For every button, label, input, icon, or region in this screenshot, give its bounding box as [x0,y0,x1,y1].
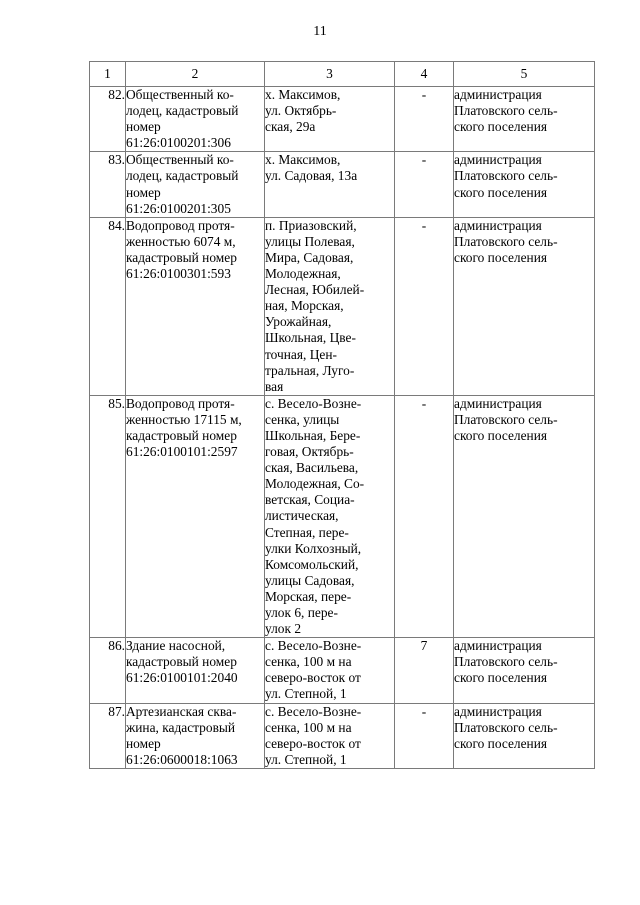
object-area: 7 [395,638,454,703]
column-header-2: 2 [126,62,265,87]
row-number: 82. [90,87,126,152]
table-row [90,395,595,637]
object-name: Общественный ко- лодец, кадастровый номер 61:26:0100201:306 [126,87,265,152]
object-owner: администрация Платовского сель- ского поселения [454,395,595,637]
object-area: - [395,152,454,217]
object-owner: администрация Платовского сель- ского поселения [454,703,595,768]
object-address: п. Приазовский, улицы Полевая, Мира, Садовая, Молодежная, Лесная, Юбилей- ная, Морская, Урожайная, Школьная, Цве- точная, Цен- тральная, Луго- вая [265,217,395,395]
object-owner: администрация Платовского сель- ского поселения [454,152,595,217]
object-name: Водопровод протя- женностью 6074 м, кадастровый номер 61:26:0100301:593 [126,217,265,395]
object-area: - [395,703,454,768]
page-number: 11 [313,24,327,39]
object-owner: администрация Платовского сель- ского поселения [454,217,595,395]
object-address: х. Максимов, ул. Октябрь- ская, 29а [265,87,395,152]
column-header-3: 3 [265,62,395,87]
object-area: - [395,217,454,395]
table-row [90,217,595,395]
object-area: - [395,395,454,637]
object-name: Общественный ко- лодец, кадастровый номер 61:26:0100201:305 [126,152,265,217]
object-area: - [395,87,454,152]
table-row [90,638,595,703]
column-header-4: 4 [395,62,454,87]
row-number: 87. [90,703,126,768]
table-row [90,703,595,768]
object-address: с. Весело-Возне- сенка, 100 м на северо-восток от ул. Степной, 1 [265,638,395,703]
object-owner: администрация Платовского сель- ского поселения [454,87,595,152]
object-address: с. Весело-Возне- сенка, 100 м на северо-восток от ул. Степной, 1 [265,703,395,768]
object-owner: администрация Платовского сель- ского поселения [454,638,595,703]
row-number: 83. [90,152,126,217]
object-name: Водопровод протя- женностью 17115 м, кадастровый номер 61:26:0100101:2597 [126,395,265,637]
table-row [90,87,595,152]
table-row [90,152,595,217]
property-table [89,61,595,769]
row-number: 84. [90,217,126,395]
column-header-5: 5 [454,62,595,87]
object-address: с. Весело-Возне- сенка, улицы Школьная, Бере- говая, Октябрь- ская, Васильева, Молодежная, Со- ветская, Социа- листическая, Степная, пере- улки Колхозный, Комсомольский, улицы Садовая, Морская, пере- улок 6, пере- улок 2 [265,395,395,637]
row-number: 85. [90,395,126,637]
row-number: 86. [90,638,126,703]
object-name: Здание насосной, кадастровый номер 61:26:0100101:2040 [126,638,265,703]
column-header-1: 1 [90,62,126,87]
object-address: х. Максимов, ул. Садовая, 13а [265,152,395,217]
table-header-row [90,62,595,87]
object-name: Артезианская сква- жина, кадастровый номер 61:26:0600018:1063 [126,703,265,768]
